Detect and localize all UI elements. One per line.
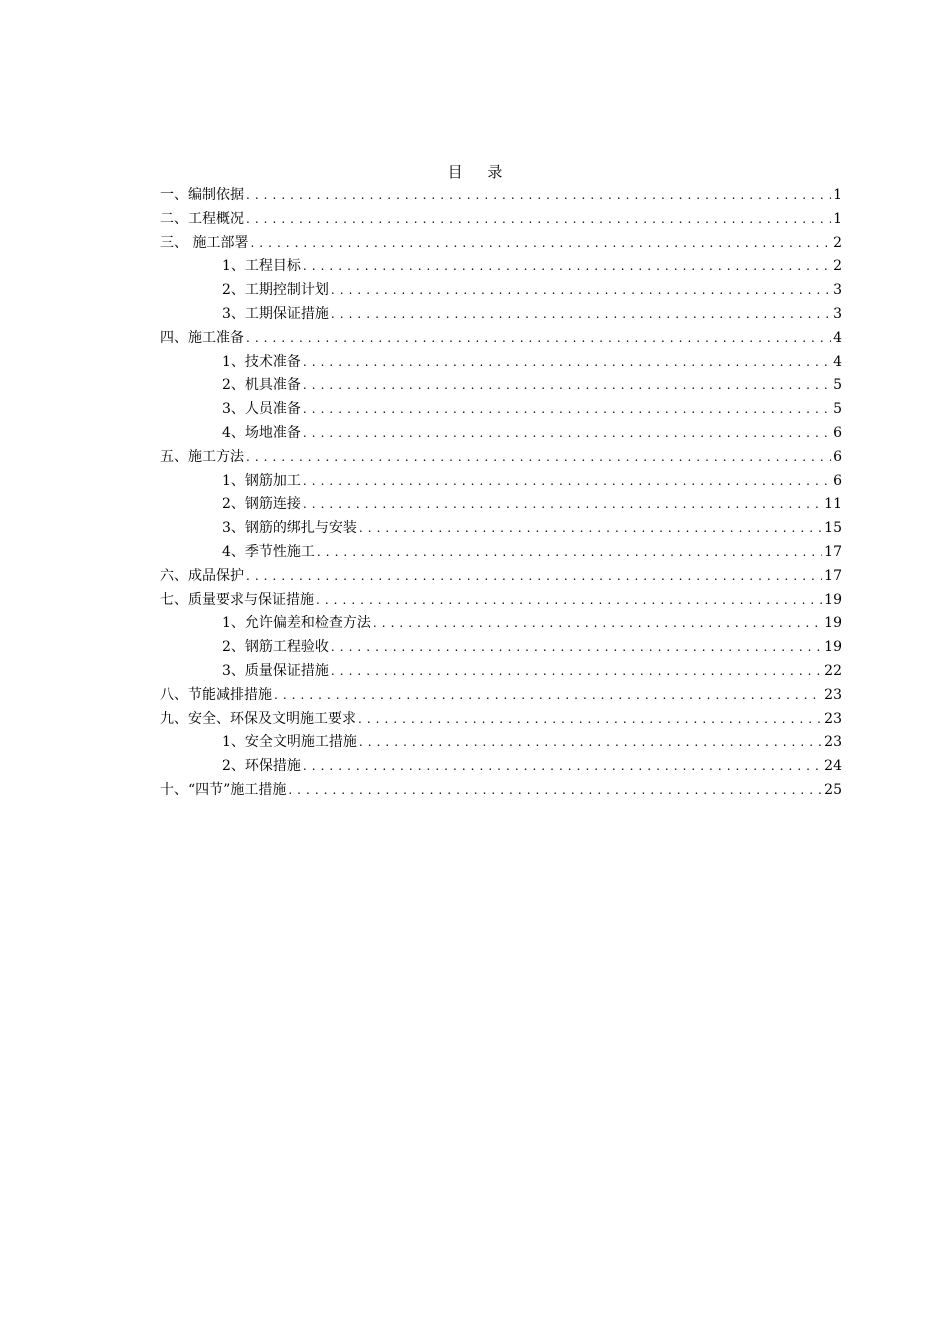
toc-entry-label: 1、工程目标 — [222, 258, 301, 275]
toc-entry[interactable] — [160, 636, 842, 660]
toc-entry-label: 3、人员准备 — [222, 401, 301, 418]
toc-entry[interactable] — [160, 612, 842, 636]
dot-leader — [244, 327, 831, 351]
toc-entry[interactable] — [160, 517, 842, 541]
toc-entry-page-number: 24 — [824, 758, 842, 775]
toc-entry-page-number: 6 — [833, 472, 842, 489]
toc-entry-label: 十、“四节”施工措施 — [160, 781, 287, 798]
dot-leader — [315, 541, 822, 565]
dot-leader — [329, 636, 822, 660]
toc-entry-page-number: 17 — [824, 567, 842, 584]
toc-entry[interactable] — [160, 660, 842, 684]
toc-entry-label: 1、钢筋加工 — [222, 472, 301, 489]
toc-entry[interactable] — [160, 731, 842, 755]
dot-leader — [301, 493, 822, 517]
toc-entry-label: 九、安全、环保及文明施工要求 — [160, 710, 356, 727]
dot-leader — [357, 517, 822, 541]
toc-entry-label: 2、钢筋连接 — [222, 496, 301, 513]
dot-leader — [248, 232, 831, 256]
toc-entry-label: 八、节能减排措施 — [160, 686, 272, 703]
toc-entry-page-number: 17 — [824, 543, 842, 560]
toc-entry-label: 四、施工准备 — [160, 329, 244, 346]
toc-entry-label: 2、钢筋工程验收 — [222, 639, 329, 656]
toc-entry-page-number: 3 — [833, 282, 842, 299]
dot-leader — [244, 446, 831, 470]
toc-entry-page-number: 5 — [833, 377, 842, 394]
toc-entry-page-number: 11 — [824, 496, 842, 513]
toc-entry[interactable] — [160, 303, 842, 327]
toc-entry[interactable] — [160, 755, 842, 779]
toc-entry[interactable] — [160, 589, 842, 613]
dot-leader — [301, 398, 831, 422]
dot-leader — [272, 684, 822, 708]
toc-entry-page-number: 4 — [833, 329, 842, 346]
toc-entry[interactable] — [160, 684, 842, 708]
toc-entry-label: 三、 施工部署 — [160, 234, 249, 251]
toc-entry[interactable] — [160, 232, 842, 256]
dot-leader — [301, 374, 831, 398]
dot-leader — [329, 303, 831, 327]
dot-leader — [301, 755, 822, 779]
toc-entry[interactable] — [160, 208, 842, 232]
toc-entry-label: 3、工期保证措施 — [222, 305, 329, 322]
dot-leader — [244, 184, 831, 208]
toc-entry-label: 3、质量保证措施 — [222, 662, 329, 679]
toc-entry-label: 2、环保措施 — [222, 758, 301, 775]
toc-entry-page-number: 4 — [833, 353, 842, 370]
toc-title: 目 录 — [447, 163, 513, 181]
toc-entry[interactable] — [160, 351, 842, 375]
dot-leader — [286, 779, 822, 803]
dot-leader — [301, 351, 831, 375]
toc-entry-label: 五、施工方法 — [160, 448, 244, 465]
toc-entry-page-number: 15 — [824, 520, 842, 537]
toc-entry-page-number: 23 — [824, 710, 842, 727]
dot-leader — [314, 589, 822, 613]
dot-leader — [301, 255, 831, 279]
toc-entry-label: 1、安全文明施工措施 — [222, 734, 357, 751]
toc-entry[interactable] — [160, 446, 842, 470]
toc-entry-page-number: 19 — [824, 615, 842, 632]
toc-entry-label: 二、工程概况 — [160, 210, 244, 227]
toc-entry-page-number: 22 — [824, 662, 842, 679]
dot-leader — [329, 660, 822, 684]
toc-entry-page-number: 3 — [833, 305, 842, 322]
toc-entry-label: 六、成品保护 — [160, 567, 244, 584]
toc-entry-label: 七、质量要求与保证措施 — [160, 591, 314, 608]
toc-entry-page-number: 1 — [833, 210, 842, 227]
dot-leader — [244, 565, 822, 589]
toc-entry-label: 一、编制依据 — [160, 187, 244, 203]
toc-entry[interactable] — [160, 779, 842, 803]
toc-entry-page-number: 2 — [833, 234, 842, 251]
dot-leader — [329, 279, 831, 303]
toc-entry-page-number: 6 — [833, 448, 842, 465]
toc-entry-label: 4、季节性施工 — [222, 543, 315, 560]
toc-entry[interactable] — [160, 470, 842, 494]
toc-entry-page-number: 23 — [824, 686, 842, 703]
toc-entry-label: 2、机具准备 — [222, 377, 301, 394]
toc-entry[interactable] — [160, 493, 842, 517]
toc-entry[interactable] — [160, 327, 842, 351]
dot-leader — [301, 422, 831, 446]
toc-entry-label: 4、场地准备 — [222, 424, 301, 441]
table-of-contents — [160, 184, 842, 803]
toc-entry-page-number: 2 — [833, 258, 842, 275]
toc-entry[interactable] — [160, 255, 842, 279]
toc-entry-page-number: 6 — [833, 424, 842, 441]
toc-entry-label: 1、技术准备 — [222, 353, 301, 370]
dot-leader — [357, 731, 822, 755]
toc-entry-page-number: 19 — [824, 591, 842, 608]
toc-entry-page-number: 1 — [833, 187, 842, 203]
dot-leader — [356, 708, 822, 732]
toc-entry-page-number: 19 — [824, 639, 842, 656]
toc-entry-page-number: 23 — [824, 734, 842, 751]
dot-leader — [244, 208, 831, 232]
dot-leader — [301, 470, 831, 494]
toc-entry[interactable] — [160, 374, 842, 398]
toc-entry-label: 1、允许偏差和检查方法 — [222, 615, 371, 632]
toc-entry-page-number: 5 — [833, 401, 842, 418]
toc-entry[interactable] — [160, 541, 842, 565]
dot-leader — [371, 612, 822, 636]
toc-entry-label: 2、工期控制计划 — [222, 282, 329, 299]
toc-entry[interactable] — [160, 708, 842, 732]
toc-entry[interactable] — [160, 422, 842, 446]
toc-entry-label: 3、钢筋的绑扎与安装 — [222, 520, 357, 537]
toc-entry[interactable] — [160, 279, 842, 303]
toc-entry[interactable] — [160, 398, 842, 422]
toc-entry-page-number: 25 — [824, 781, 842, 798]
toc-entry[interactable] — [160, 184, 842, 208]
toc-entry[interactable] — [160, 565, 842, 589]
